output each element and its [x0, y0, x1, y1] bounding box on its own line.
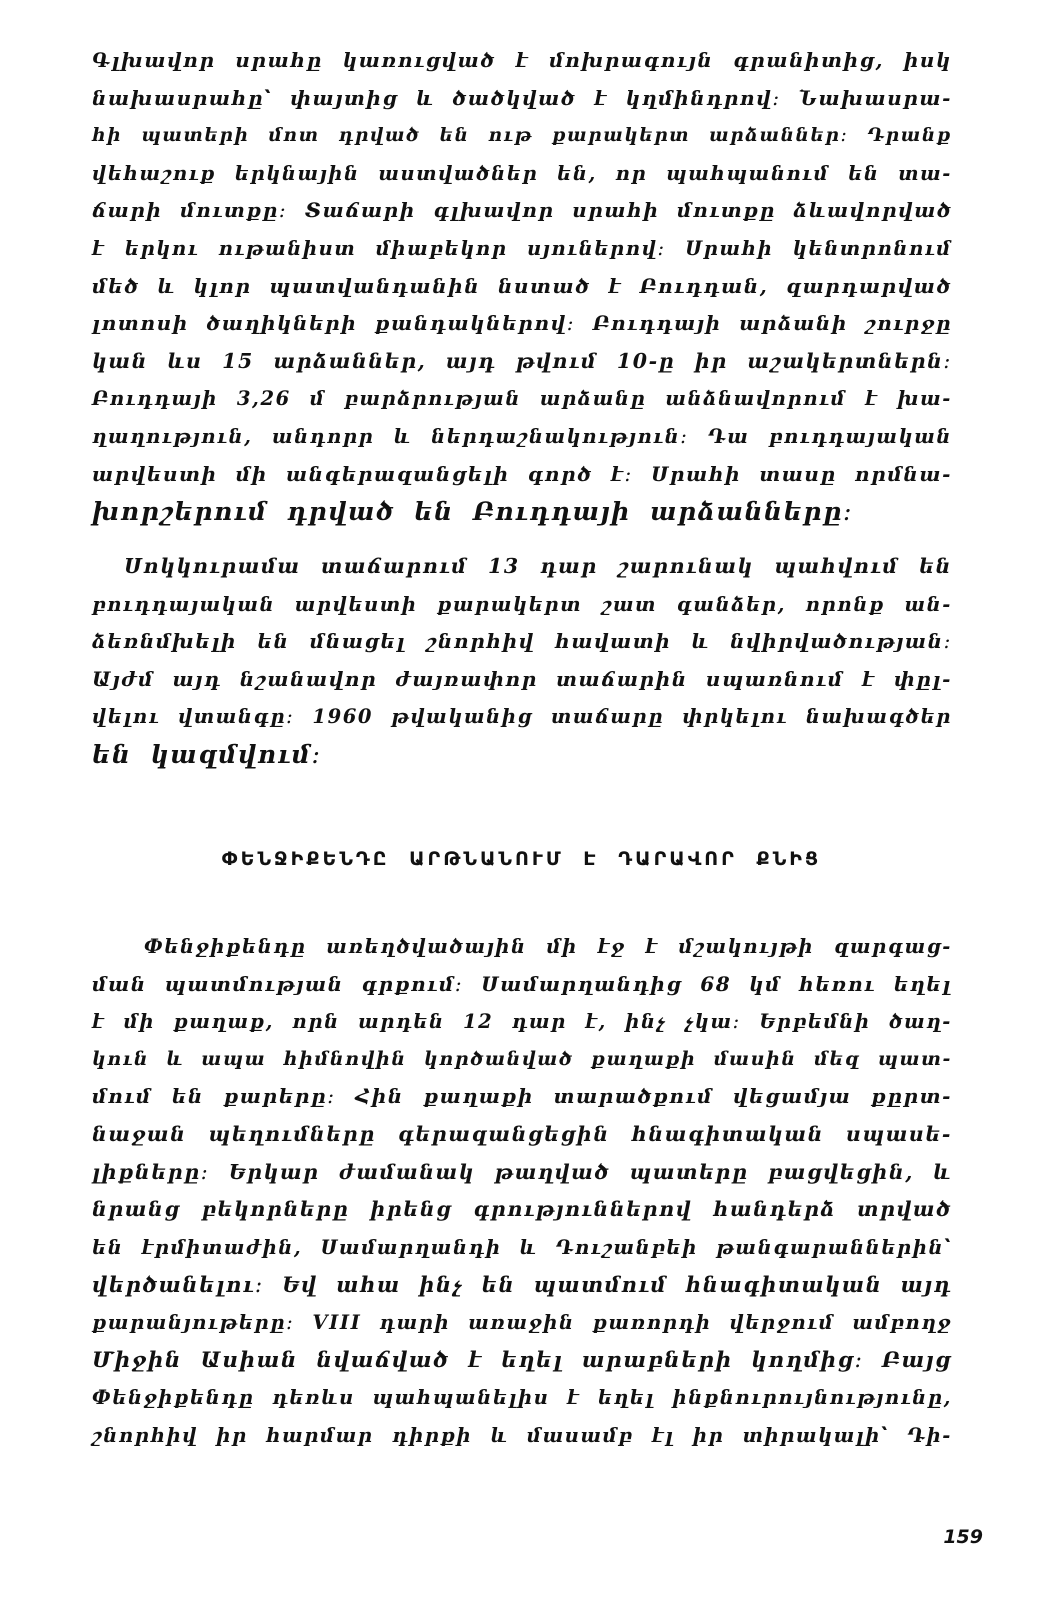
- text-line: է երկու ութանիստ միաբեկոր սյուներով։ Սրահի կենտրոնում: [92, 236, 952, 260]
- text-line: վերծանելու։ Եվ ահա ինչ են պատմում հնագիտական այդ: [92, 1272, 952, 1298]
- text-line: Գլխավոր սրահը կառուցված է մոխրագույն գրանիտից, իսկ: [92, 48, 952, 72]
- text-line: լոտոսի ծաղիկների քանդակներով։ Բուդդայի արձանի շուրջը: [92, 311, 953, 336]
- text-line: Փենջիքենդը առեղծվածային մի էջ է մշակույթի զարգաց-: [144, 935, 952, 958]
- page-number: 159: [943, 1526, 983, 1548]
- text-line: Բուդդայի 3,26 մ բարձրության արձանը անձնավորում է խա-: [92, 387, 952, 411]
- text-line: ղաղություն, անդորր և ներդաշնակություն։ Դա բուդդայական: [92, 424, 952, 448]
- text-line: Սոկկուրամա տաճարում 13 դար շարունակ պահվում են: [124, 554, 952, 578]
- section-heading: ՓԵՆՋԻՔԵՆԴԸ ԱՐԹՆԱՆՈՒՄ Է ԴԱՐԱՎՈՐ ՔՆԻՑ: [221, 848, 822, 870]
- text-line: Այժմ այդ նշանավոր ժայռափոր տաճարին սպառնում է փըլ-: [92, 666, 952, 691]
- text-line: մեծ և կլոր պատվանդանին նստած է Բուդդան, զարդարված: [92, 273, 952, 298]
- text-line: Միջին Ասիան նվաճված է եղել արաբների կողմից։ Բայց: [92, 1347, 952, 1373]
- text-line: լիքները։ Երկար ժամանակ թաղված պատերը բացվեցին, և: [92, 1159, 952, 1184]
- text-line: կուն և ապա հիմնովին կործանված քաղաքի մասին մեզ պատ-: [92, 1047, 952, 1070]
- text-line: Փենջիքենդը դեռևս պահպանելիս է եղել ինքնուրույնությունը,: [92, 1386, 952, 1410]
- text-line: նրանց բեկորները իրենց գրություններով հանդերձ տրված: [92, 1197, 952, 1222]
- text-line: վելու վտանգը։ 1960 թվականից տաճարը փրկելու նախագծեր: [92, 705, 952, 729]
- paragraph-3: [92, 928, 952, 1454]
- text-line: բուդդայական արվեստի քարակերտ շատ գանձեր, որոնք ան-: [92, 592, 952, 616]
- text-line: վեհաշուք երկնային աստվածներ են, որ պահպանում են տա-: [92, 161, 952, 185]
- text-line: խորշերում դրված են Բուդդայի արձանները։: [92, 497, 854, 527]
- text-line: մում են քարերը։ Հին քաղաքի տարածքում վեցամյա քըրտ-: [92, 1084, 952, 1109]
- text-line: շնորհիվ իր հարմար դիրքի և մասամբ էլ իր տիրակալի՝ Դի-: [92, 1423, 952, 1447]
- text-line: են կազմվում։: [92, 739, 322, 769]
- paragraph-1: [92, 42, 952, 531]
- text-line: արվեստի մի անգերազանցելի գործ է։ Սրահի տասը որմնա-: [92, 461, 952, 486]
- text-line: քարանյութերը։ VIII դարի առաջին քառորդի վերջում ամբողջ: [92, 1310, 952, 1334]
- text-line: ման պատմության գրքում։ Սամարղանդից 68 կմ հեռու եղել: [92, 971, 952, 996]
- text-line: նաջան պեղումները գերազանցեցին հնագիտական սպասե-: [92, 1121, 952, 1146]
- text-line: ձեռնմխելի են մնացել շնորհիվ հավատի և նվիրվածության։: [92, 629, 952, 654]
- paragraph-2: [92, 548, 952, 774]
- text-line: ճարի մուտքը։ Տաճարի գլխավոր սրահի մուտքը ձևավորված: [92, 198, 953, 223]
- text-line: են էրմիտաժին, Սամարղանդի և Դուշանբեի թանգարաններին՝: [92, 1235, 952, 1259]
- text-line: հի պատերի մոտ դրված են ութ քարակերտ արձաններ։ Դրանք: [92, 125, 952, 147]
- text-line: նախասրահը՝ փայտից և ծածկված է կղմինդրով։ Նախասրա-: [92, 85, 952, 110]
- text-line: է մի քաղաք, որն արդեն 12 դար է, ինչ չկա։ Երբեմնի ծաղ-: [92, 1010, 952, 1034]
- text-line: կան ևս 15 արձաններ, այդ թվում 10-ը իր աշակերտներն։: [92, 348, 952, 373]
